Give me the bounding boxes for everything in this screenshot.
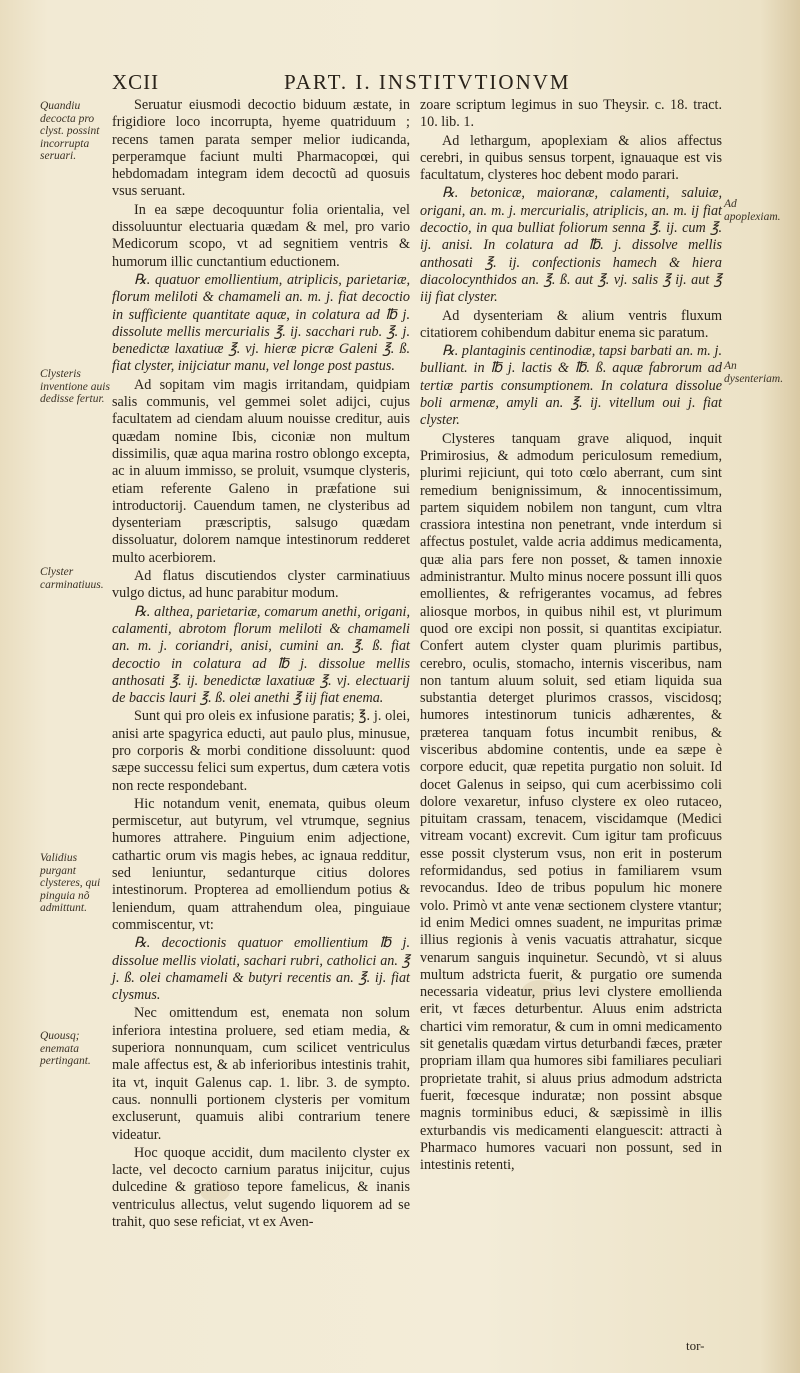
paragraph: zoare scriptum legimus in suo Theysir. c. 18. tract. 10. lib. 1. xyxy=(420,97,722,131)
margin-note: Quousq; enemata pertingant. xyxy=(40,1030,91,1067)
paragraph: Hic notandum venit, enemata, quibus oleum permiscetur, aut butyrum, vel vtrumque, segnius humores attrahere. Pinguium enim adjectione, cathartic orum vis magis hebes, ac ignaua redditur, sed leniuntur, sedanturque citius dolores intestinorum. Propterea ad emolliendum potius & leniendum, quam attrahendum olea, pinguiaue commiscentur, vt: xyxy=(112,795,410,933)
catchword: tor- xyxy=(686,1338,705,1353)
margin-note: Ad apoplexiam. xyxy=(724,198,781,223)
right-column xyxy=(420,97,722,1174)
left-column xyxy=(112,97,410,1231)
page-header xyxy=(112,70,712,96)
folio-number: XCII xyxy=(112,70,160,94)
paragraph: In ea sæpe decoquuntur folia orientalia, vel dissoluuntur electuaria quædam & mel, pro vario Medicorum scopo, vt ad segnitiem ventris & humorum illic cunctantium eductionem. xyxy=(112,201,410,270)
paragraph: Ad sopitam vim magis irritandam, quidpiam salis communis, vel gemmei solet adijci, cujus facultatem ad ciendam aluum nouisse creditur, auis quædam nomine Ibis, ciconiæ non multum dissimilis, quæ aqua marina rostro oblongo excepta, ac in aluum immisso, se proluit, vsumque clysteris, etiam referente Galeno in præfatione sui introductorij. Cauendum tamen, ne clysteribus ad dysenteriam præscriptis, salsugo quædam dissoluatur, dolorem namque intestinorum redderet multo acerbiorem. xyxy=(112,376,410,566)
recipe-paragraph: ℞. plantaginis centinodiæ, tapsi barbati an. m. j. bulliant. in ℔ j. lactis & ℔. ß. aquæ fabrorum ad tertiæ partis consumptionem. In colatura dissolue boli armenæ, amyli an. ℥. ij. vitellum oui j. fiat clyster. xyxy=(420,343,722,429)
margin-note: Validius purgant clysteres, qui pinguia nõ admittunt. xyxy=(40,852,101,914)
recipe-paragraph: ℞. althea, parietariæ, comarum anethi, origani, calamenti, abrotom florum meliloti & chamameli an. m. j. coriandri, anisi, cumini an. ℥. ß. fiat decoctio in colatura ad ℔ j. dissolue mellis anthosati ℥. ij. benedictæ laxatiuæ ℥. vj. electuarij de baccis lauri ℥. ß. olei anethi ℥ iij fiat enema. xyxy=(112,603,410,707)
recipe-paragraph: ℞. quatuor emollientium, atriplicis, parietariæ, florum meliloti & chamameli an. m. j. fiat decoctio in sufficiente quantitate aquæ, in colatura ad ℔ j. dissolute mellis mercurialis ℥. ij. sacchari rub. ℥. j. benedictæ laxatiuæ ℥. vj. hieræ picræ Galeni ℥. ß. fiat clyster, inijciatur manu, vel longe post pastus. xyxy=(112,271,410,375)
paragraph: Nec omittendum est, enemata non solum inferiora intestina proluere, sed etiam media, & superiora nonnunquam, cum scilicet ventriculus male affectus est, & ab inferioribus intestinis trahit, ita vt, inquit Galenus cap. 1. libr. 3. de sympto. caus. nonnulli portionem clysteris per vomitum excluserunt, quamuis alibi contrarium tenere videatur. xyxy=(112,1005,410,1143)
margin-note: Clysteris inventione auis dedisse fertur. xyxy=(40,368,110,405)
recipe-paragraph: ℞. decoctionis quatuor emollientium ℔ j. dissolue mellis violati, sachari rubri, catholici an. ℥ j. ß. olei chamameli & butyri recentis an. ℥. ij. fiat clysmus. xyxy=(112,935,410,1004)
running-head: PART. I. INSTITVTIONVM xyxy=(284,70,571,94)
paragraph: Hoc quoque accidit, dum macilento clyster ex lacte, vel decocto carnium paratus inijcitur, cujus dulcedine & gratioso tepore famelicus, & inanis ventriculus allectus, velut sugendo liquorem ad se trahit, quo sese reficiat, vt ex Aven- xyxy=(112,1144,410,1230)
paragraph: Ad flatus discutiendos clyster carminatiuus vulgo dictus, ad hunc parabitur modum. xyxy=(112,568,410,602)
paragraph: Sunt qui pro oleis ex infusione paratis; ℥. j. olei, anisi arte spagyrica educti, aut paulo plus, minusue, pro corporis & morbi conditione dissoluunt: quod sæpe successu felici sum expertus, dum cætera votis non recte respondebant. xyxy=(112,708,410,794)
paragraph: Seruatur eiusmodi decoctio biduum æstate, in frigidiore loco incorrupta, hyeme quatriduum ; recens tamen parata semper melior iudicanda, perperamque faciunt multi Pharmacopœi, qui hebdomadam integram idem decoctũ ad quosuis vsus seruant. xyxy=(112,97,410,200)
recipe-paragraph: ℞. betonicæ, maioranæ, calamenti, saluiæ, origani, an. m. j. mercurialis, atriplicis, an. m. ij fiat decoctio, in qua bulliat foliorum senna ℥. ij. cum ℥. ij. anisi. In colatura ad ℔. j. dissolve mellis anthosati ℥. ij. confectionis hamech & hiera diacolocynthidos an. ℥. ß. aut ℥. vj. salis ℥ ij. aut ℥ iij fiat clyster. xyxy=(420,185,722,306)
paragraph: Ad dysenteriam & alium ventris fluxum citatiorem cohibendum dabitur enema sic paratum. xyxy=(420,307,722,341)
margin-note: Clyster carminatiuus. xyxy=(40,566,104,591)
margin-note: An dysenteriam. xyxy=(724,360,784,385)
paragraph: Ad lethargum, apoplexiam & alios affectus cerebri, in quibus sensus torpent, ignauaque est vis facultatum, clysteres hoc debent modo parari. xyxy=(420,132,722,184)
margin-note: Quandiu decocta pro clyst. possint incorrupta seruari. xyxy=(40,100,100,162)
paragraph: Clysteres tanquam grave aliquod, inquit Primirosius, & admodum periculosum remedium, plurimi rejiciunt, qui toto cœlo aberrant, cum sint remedium benignissimum, & innocentissimum, partem siquidem nobilem non tangunt, cum vltra crassiora intestina non penetrant, vnde interdum si affectus postulet, valde acria addimus medicamenta, quæ alia pars fere non posset, & tamen innoxie administrantur. Multo minus nocere possunt illi quos emollientes, & refrigerantes vocamus, ad febres aliosque morbos, in quibus nihil est, vt plurimum quod ore excipi non possit, si quantitas excipiatur. Confert autem clyster quam plurimis partibus, cerebro, oculis, stomacho, internis visceribus, nam non tantum aluum soluit, sed etiam liquida sua substantia deterget plurimos crassos, viscidosq; humores intestinorum tunicis adhærentes, & præterea tanquam fotus incumbit renibus, & visceribus abdomine contentis, unde ea sæpe è corpore educit, quæ repetita purgatio non soluit. Id docet Galenus in seipso, qui cum acerbissimo coli dolore vexaretur, infuso clystere ex oleo rutaceo, pituitam crassam, tenacem, viscidamque (Medici vitream vocant) excrevit. Cum igitur tam proficuus esse possit clysterum vsus, non erit in posterum reformidandus, sed potius in familiarem vsum revocandus. Ideo de tribus populum hic monere volo. Primò vt ante venæ sectionem clystere vtantur; id enim Medici omnes suadent, ne impuritas primæ illius regionis à venis vacuatis attrahatur, sicque venarum sanguis inquinetur. Secundò, vt si aluus multum adstricta fuerit, & purgatio ore sumenda necessaria videatur, prius levi clystere emollienda erit, vt fæces deturbentur. Aluus enim adstricta chartici vim remoratur, & cum in omni medicamento sit genetalis quædam virtus deturbandi fæces, præter propriam illam qua humores sibi familiares peculiari proprietate trahit, si aluus prius admodum adstricta fuerit, fœcesque induratæ; non possint absque magnis torminibus educi, & sæpissimè in illis exturbandis vis medicamenti elanguescit: attracti à Pharmaco humores vacuari non possunt, sed in intestinis retenti, xyxy=(420,430,722,1174)
